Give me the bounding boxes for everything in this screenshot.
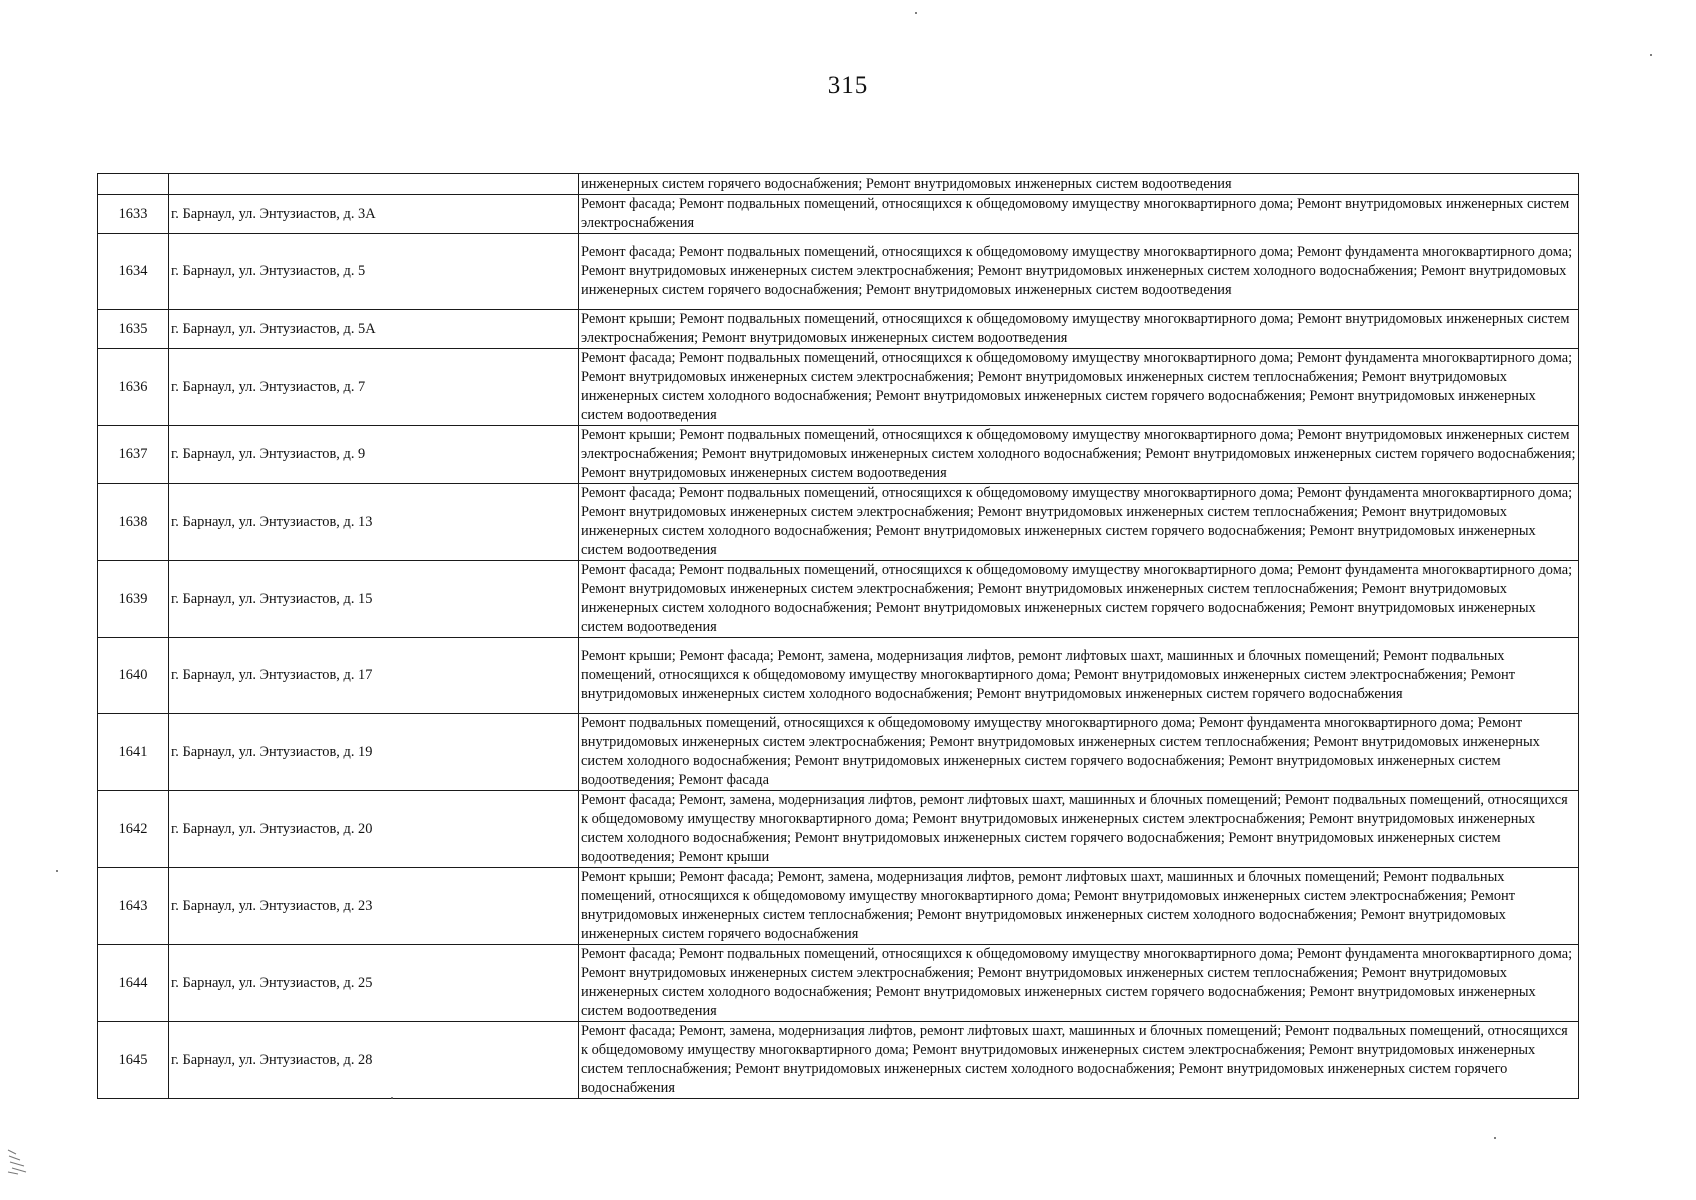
page-number: 315 [827, 72, 869, 99]
address-cell: г. Барнаул, ул. Энтузиастов, д. 9 [169, 426, 579, 484]
address-cell: г. Барнаул, ул. Энтузиастов, д. 28 [169, 1022, 579, 1099]
works-cell: Ремонт крыши; Ремонт подвальных помещений, относящихся к общедомовому имуществу многоквартирного дома; Ремонт внутридомовых инженерных систем электроснабжения; Ремонт внутридомовых инженерных систем холодного водоснабжения; Ремонт внутридомовых инженерных систем горячего водоснабжения; Ремонт внутридомовых инженерных систем водоотведения [579, 426, 1579, 484]
table-row [98, 349, 1579, 426]
table-row [98, 638, 1579, 714]
table-row [98, 714, 1579, 791]
scan-speck [391, 1097, 393, 1099]
address-cell: г. Барнаул, ул. Энтузиастов, д. 19 [169, 714, 579, 791]
table-row [98, 426, 1579, 484]
works-cell: Ремонт фасада; Ремонт подвальных помещений, относящихся к общедомовому имуществу многоквартирного дома; Ремонт фундамента многоквартирного дома; Ремонт внутридомовых инженерных систем электроснабжения; Ремонт внутридомовых инженерных систем теплоснабжения; Ремонт внутридомовых инженерных систем холодного водоснабжения; Ремонт внутридомовых инженерных систем горячего водоснабжения; Ремонт внутридомовых инженерных систем водоотведения [579, 349, 1579, 426]
works-cell: Ремонт крыши; Ремонт фасада; Ремонт, замена, модернизация лифтов, ремонт лифтовых шахт, машинных и блочных помещений; Ремонт подвальных помещений, относящихся к общедомовому имуществу многоквартирного дома; Ремонт внутридомовых инженерных систем электроснабжения; Ремонт внутридомовых инженерных систем теплоснабжения; Ремонт внутридомовых инженерных систем холодного водоснабжения; Ремонт внутридомовых инженерных систем горячего водоснабжения [579, 868, 1579, 945]
row-number-cell: 1634 [98, 234, 169, 310]
works-cell: Ремонт фасада; Ремонт, замена, модернизация лифтов, ремонт лифтовых шахт, машинных и блочных помещений; Ремонт подвальных помещений, относящихся к общедомовому имуществу многоквартирного дома; Ремонт внутридомовых инженерных систем электроснабжения; Ремонт внутридомовых инженерных систем теплоснабжения; Ремонт внутридомовых инженерных систем холодного водоснабжения; Ремонт внутридомовых инженерных систем горячего водоснабжения [579, 1022, 1579, 1099]
works-cell: Ремонт крыши; Ремонт подвальных помещений, относящихся к общедомовому имуществу многоквартирного дома; Ремонт внутридомовых инженерных систем электроснабжения; Ремонт внутридомовых инженерных систем водоотведения [579, 310, 1579, 349]
address-cell: г. Барнаул, ул. Энтузиастов, д. 3А [169, 195, 579, 234]
works-cell: Ремонт фасада; Ремонт подвальных помещений, относящихся к общедомовому имуществу многоквартирного дома; Ремонт фундамента многоквартирного дома; Ремонт внутридомовых инженерных систем электроснабжения; Ремонт внутридомовых инженерных систем теплоснабжения; Ремонт внутридомовых инженерных систем холодного водоснабжения; Ремонт внутридомовых инженерных систем горячего водоснабжения; Ремонт внутридомовых инженерных систем водоотведения [579, 945, 1579, 1022]
address-works-table [97, 173, 1579, 1099]
margin-scribble-icon [6, 1146, 30, 1176]
address-cell: г. Барнаул, ул. Энтузиастов, д. 15 [169, 561, 579, 638]
row-number-cell: 1636 [98, 349, 169, 426]
works-cell: Ремонт подвальных помещений, относящихся к общедомовому имуществу многоквартирного дома; Ремонт фундамента многоквартирного дома; Ремонт внутридомовых инженерных систем электроснабжения; Ремонт внутридомовых инженерных систем теплоснабжения; Ремонт внутридомовых инженерных систем холодного водоснабжения; Ремонт внутридомовых инженерных систем горячего водоснабжения; Ремонт внутридомовых инженерных систем водоотведения; Ремонт фасада [579, 714, 1579, 791]
scan-speck [1494, 1137, 1496, 1139]
scan-speck [56, 870, 58, 872]
row-number-cell: 1637 [98, 426, 169, 484]
works-cell: Ремонт фасада; Ремонт подвальных помещений, относящихся к общедомовому имуществу многоквартирного дома; Ремонт фундамента многоквартирного дома; Ремонт внутридомовых инженерных систем электроснабжения; Ремонт внутридомовых инженерных систем теплоснабжения; Ремонт внутридомовых инженерных систем холодного водоснабжения; Ремонт внутридомовых инженерных систем горячего водоснабжения; Ремонт внутридомовых инженерных систем водоотведения [579, 561, 1579, 638]
table-row [98, 945, 1579, 1022]
row-number-cell: 1643 [98, 868, 169, 945]
address-cell: г. Барнаул, ул. Энтузиастов, д. 25 [169, 945, 579, 1022]
row-number-cell: 1644 [98, 945, 169, 1022]
row-number-cell: 1639 [98, 561, 169, 638]
row-number-cell: 1638 [98, 484, 169, 561]
works-cell: Ремонт крыши; Ремонт фасада; Ремонт, замена, модернизация лифтов, ремонт лифтовых шахт, машинных и блочных помещений; Ремонт подвальных помещений, относящихся к общедомовому имуществу многоквартирного дома; Ремонт внутридомовых инженерных систем электроснабжения; Ремонт внутридомовых инженерных систем холодного водоснабжения; Ремонт внутридомовых инженерных систем горячего водоснабжения [579, 638, 1579, 714]
scan-speck [915, 12, 917, 14]
address-cell: г. Барнаул, ул. Энтузиастов, д. 5А [169, 310, 579, 349]
table-row [98, 195, 1579, 234]
table-row [98, 310, 1579, 349]
table-row [98, 868, 1579, 945]
row-number-cell: 1640 [98, 638, 169, 714]
works-cell: инженерных систем горячего водоснабжения; Ремонт внутридомовых инженерных систем водоотведения [579, 174, 1579, 195]
table-row [98, 561, 1579, 638]
works-cell: Ремонт фасада; Ремонт подвальных помещений, относящихся к общедомовому имуществу многоквартирного дома; Ремонт фундамента многоквартирного дома; Ремонт внутридомовых инженерных систем электроснабжения; Ремонт внутридомовых инженерных систем теплоснабжения; Ремонт внутридомовых инженерных систем холодного водоснабжения; Ремонт внутридомовых инженерных систем горячего водоснабжения; Ремонт внутридомовых инженерных систем водоотведения [579, 484, 1579, 561]
table-row [98, 174, 1579, 195]
table-row [98, 234, 1579, 310]
address-cell: г. Барнаул, ул. Энтузиастов, д. 13 [169, 484, 579, 561]
address-cell [169, 174, 579, 195]
scan-speck [1650, 54, 1652, 56]
address-cell: г. Барнаул, ул. Энтузиастов, д. 7 [169, 349, 579, 426]
row-number-cell: 1641 [98, 714, 169, 791]
works-cell: Ремонт фасада; Ремонт, замена, модернизация лифтов, ремонт лифтовых шахт, машинных и блочных помещений; Ремонт подвальных помещений, относящихся к общедомовому имуществу многоквартирного дома; Ремонт внутридомовых инженерных систем электроснабжения; Ремонт внутридомовых инженерных систем холодного водоснабжения; Ремонт внутридомовых инженерных систем горячего водоснабжения; Ремонт внутридомовых инженерных систем водоотведения; Ремонт крыши [579, 791, 1579, 868]
row-number-cell: 1642 [98, 791, 169, 868]
address-cell: г. Барнаул, ул. Энтузиастов, д. 17 [169, 638, 579, 714]
table-row [98, 791, 1579, 868]
row-number-cell: 1645 [98, 1022, 169, 1099]
works-cell: Ремонт фасада; Ремонт подвальных помещений, относящихся к общедомовому имуществу многоквартирного дома; Ремонт фундамента многоквартирного дома; Ремонт внутридомовых инженерных систем электроснабжения; Ремонт внутридомовых инженерных систем холодного водоснабжения; Ремонт внутридомовых инженерных систем горячего водоснабжения; Ремонт внутридомовых инженерных систем водоотведения [579, 234, 1579, 310]
row-number-cell: 1635 [98, 310, 169, 349]
address-cell: г. Барнаул, ул. Энтузиастов, д. 5 [169, 234, 579, 310]
table-row [98, 484, 1579, 561]
table-row [98, 1022, 1579, 1099]
address-cell: г. Барнаул, ул. Энтузиастов, д. 23 [169, 868, 579, 945]
row-number-cell [98, 174, 169, 195]
row-number-cell: 1633 [98, 195, 169, 234]
address-cell: г. Барнаул, ул. Энтузиастов, д. 20 [169, 791, 579, 868]
works-cell: Ремонт фасада; Ремонт подвальных помещений, относящихся к общедомовому имуществу многоквартирного дома; Ремонт внутридомовых инженерных систем электроснабжения [579, 195, 1579, 234]
